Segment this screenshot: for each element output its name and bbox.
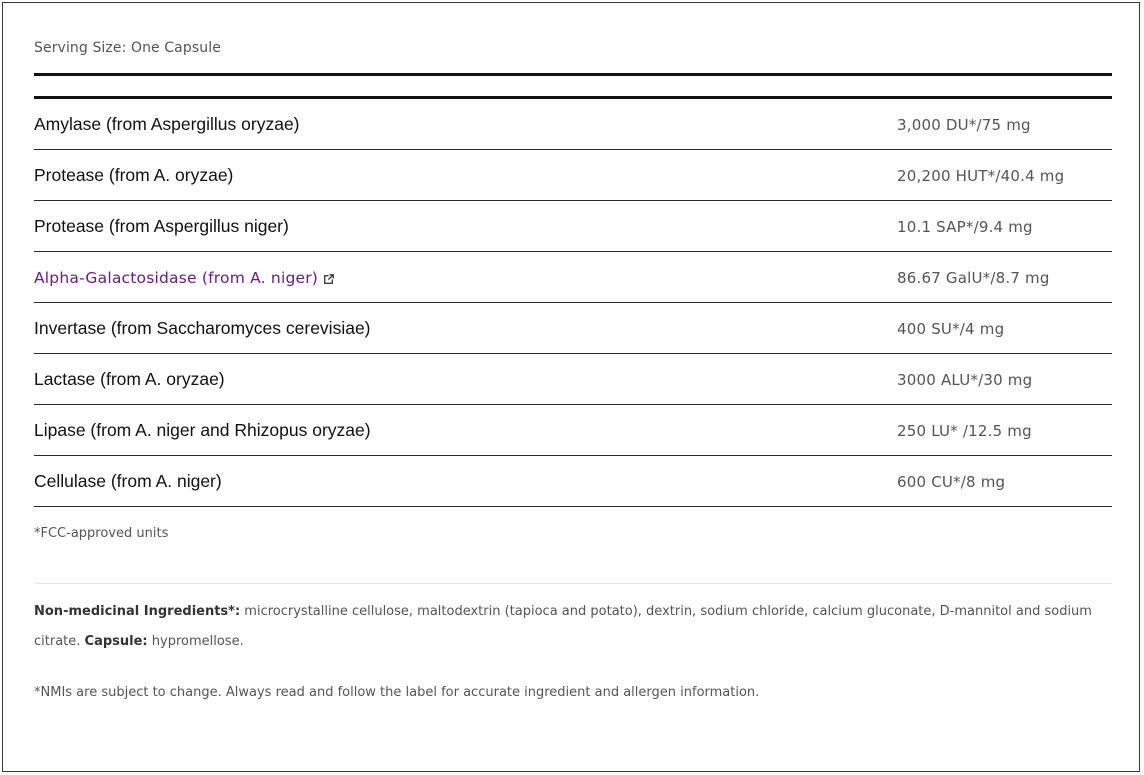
ingredients-table (34, 99, 1112, 507)
nmi-disclaimer: *NMIs are subject to change. Always read and follow the label for accurate ingredient and allergen information. (34, 685, 760, 700)
ingredient-row (34, 405, 1112, 456)
ingredient-name: Protease (from A. oryzae) (34, 165, 234, 185)
ingredient-amount: 600 CU*/8 mg (897, 473, 1006, 491)
supplement-facts-panel (2, 2, 1140, 772)
ingredient-row (34, 354, 1112, 405)
ingredient-name: Lipase (from A. niger and Rhizopus oryzae) (34, 420, 371, 440)
serving-size: Serving Size: One Capsule (34, 40, 221, 56)
ingredient-amount: 3000 ALU*/30 mg (897, 371, 1033, 389)
external-link-icon (324, 274, 334, 284)
ingredient-name: Cellulase (from A. niger) (34, 471, 222, 491)
non-medicinal-text: microcrystalline cellulose, maltodextrin (tapioca and potato), dextrin, sodium chloride, calcium gluconate, D-mannitol and sodium citrate. (34, 604, 1092, 649)
ingredient-name: Invertase (from Saccharomyces cerevisiae) (34, 318, 371, 338)
non-medicinal-ingredients (34, 597, 1112, 657)
ingredient-name: Protease (from Aspergillus niger) (34, 216, 289, 236)
ingredient-link-label: Alpha-Galactosidase (from A. niger) (34, 269, 319, 287)
capsule-label: Capsule: (84, 634, 148, 649)
ingredient-row (34, 150, 1112, 201)
section-divider (34, 583, 1112, 584)
ingredient-name: Lactase (from A. oryzae) (34, 369, 225, 389)
ingredient-row (34, 99, 1112, 150)
ingredient-row (34, 201, 1112, 252)
header-divider (34, 73, 1112, 76)
capsule-text: hypromellose. (147, 634, 244, 649)
ingredient-row (34, 456, 1112, 507)
ingredient-amount: 86.67 GalU*/8.7 mg (897, 269, 1050, 287)
ingredient-amount: 400 SU*/4 mg (897, 320, 1005, 338)
ingredient-amount: 20,200 HUT*/40.4 mg (897, 167, 1065, 185)
ingredient-amount: 250 LU* /12.5 mg (897, 422, 1032, 440)
non-medicinal-label: Non-medicinal Ingredients*: (34, 604, 241, 619)
ingredient-row (34, 303, 1112, 354)
ingredient-amount: 10.1 SAP*/9.4 mg (897, 218, 1033, 236)
ingredient-name: Amylase (from Aspergillus oryzae) (34, 114, 300, 134)
ingredient-link-alpha-galactosidase[interactable] (34, 269, 334, 287)
ingredient-amount: 3,000 DU*/75 mg (897, 116, 1031, 134)
fcc-units-note: *FCC-approved units (34, 526, 169, 541)
ingredient-row (34, 252, 1112, 303)
